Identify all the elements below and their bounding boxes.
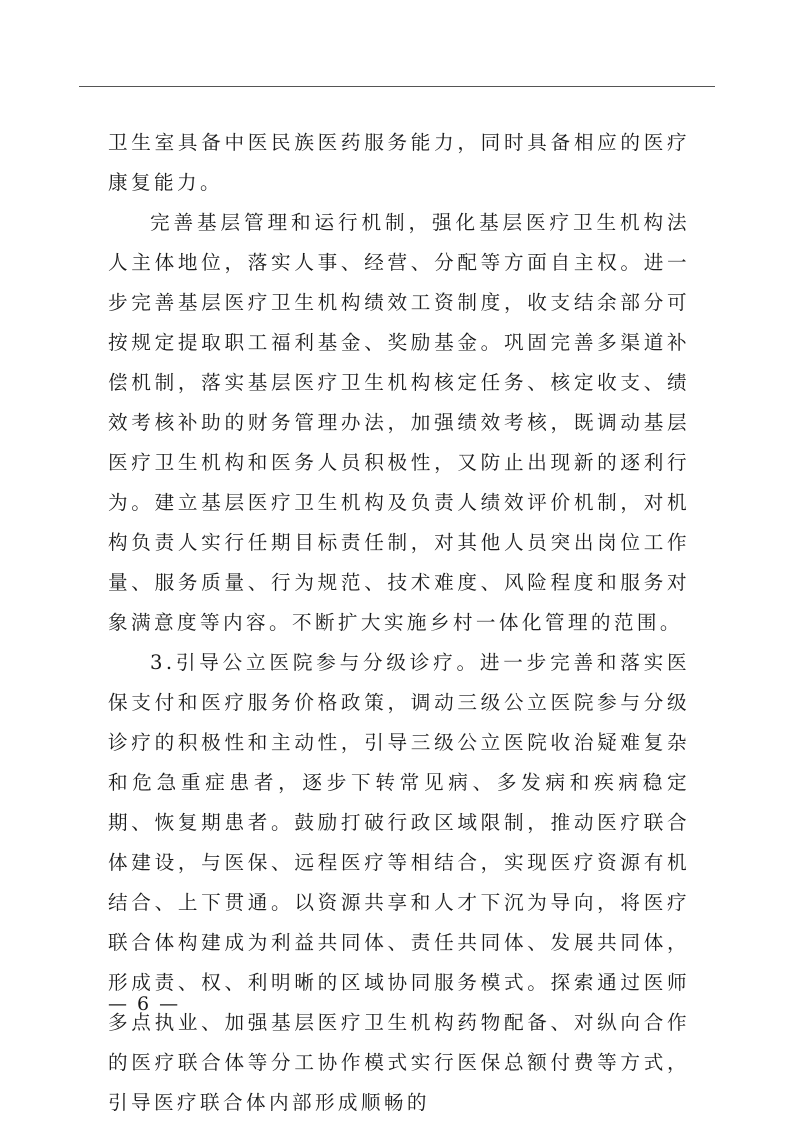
paragraph-management-mechanism: 完善基层管理和运行机制，强化基层医疗卫生机构法人主体地位，落实人事、经营、分配等方面自主权。进一步完善基层医疗卫生机构绩效工资制度，收支结余部分可按规定提取职工福利基金、奖励基金。巩固完善多渠道补偿机制，落实基层医疗卫生机构核定任务、核定收支、绩效考核补助的财务管理办法，加强绩效考核，既调动基层医疗卫生机构和医务人员积极性，又防止出现新的逐利行为。建立基层医疗卫生机构及负责人绩效评价机制，对机构负责人实行任期目标责任制，对其他人员突出岗位工作量、服务质量、行为规范、技术难度、风险程度和服务对象满意度等内容。不断扩大实施乡村一体化管理的范围。 <box>108 211 690 634</box>
body-text <box>108 123 690 1123</box>
paragraph-continued: 卫生室具备中医民族医药服务能力，同时具备相应的医疗康复能力。 <box>108 131 690 194</box>
page-number: — 6 — <box>108 993 181 1015</box>
header-rule <box>79 86 715 87</box>
paragraph-public-hospitals: 3.引导公立医院参与分级诊疗。进一步完善和落实医保支付和医疗服务价格政策，调动三级公立医院参与分级诊疗的积极性和主动性，引导三级公立医院收治疑难复杂和危急重症患者，逐步下转常见病、多发病和疾病稳定期、恢复期患者。鼓励打破行政区域限制，推动医疗联合体建设，与医保、远程医疗等相结合，实现医疗资源有机结合、上下贯通。以资源共享和人才下沉为导向，将医疗联合体构建成为利益共同体、责任共同体、发展共同体，形成责、权、利明晰的区域协同服务模式。探索通过医师多点执业、加强基层医疗卫生机构药物配备、对纵向合作的医疗联合体等分工协作模式实行医保总额付费等方式，引导医疗联合体内部形成顺畅的 <box>108 651 690 1114</box>
